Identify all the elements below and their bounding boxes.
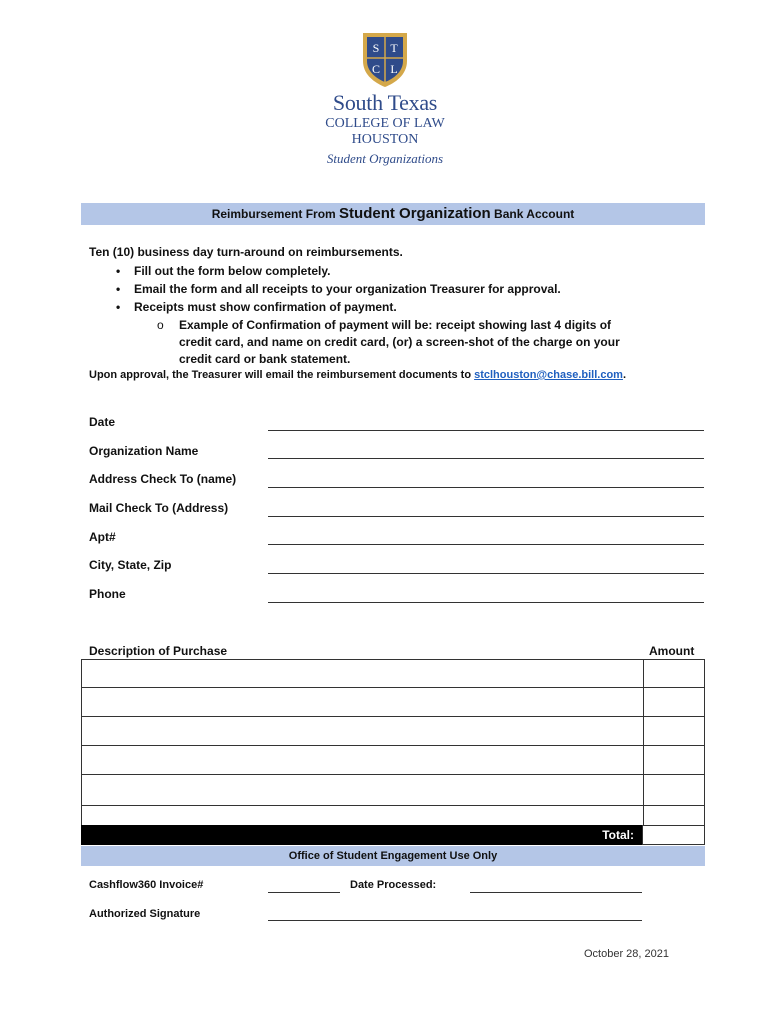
apt-label: Apt# — [89, 530, 116, 544]
intro-text: Ten (10) business day turn-around on reimbursements. — [89, 245, 403, 259]
invoice-field[interactable] — [268, 892, 340, 893]
purchase-description-cell[interactable] — [82, 746, 644, 774]
sub-instruction-text: Example of Confirmation of payment will be: receipt showing last 4 digits of credit card, and name on credit card, (or) a screen-shot of the charge on your credit card or bank statement. — [179, 318, 620, 366]
description-header: Description of Purchase — [89, 644, 228, 658]
amount-header: Amount — [649, 644, 695, 658]
approval-note — [89, 369, 626, 381]
shield-letter-l: L — [390, 62, 398, 76]
purchase-description-cell[interactable] — [82, 806, 644, 825]
logo-line-4: Student Organizations — [326, 151, 444, 166]
purchase-row[interactable] — [81, 659, 705, 688]
address-check-to-field[interactable] — [268, 487, 704, 488]
title-prefix: Reimbursement From — [211, 207, 340, 221]
sub-instruction — [157, 317, 639, 368]
logo-line-3: HOUSTON — [351, 132, 419, 147]
shield-letter-t: T — [390, 41, 398, 55]
purchase-description-cell[interactable] — [82, 775, 644, 805]
office-use-header: Office of Student Engagement Use Only — [81, 846, 705, 866]
form-title — [81, 203, 705, 225]
title-emphasis: Student Organization — [339, 205, 491, 222]
mail-check-to-label: Mail Check To (Address) — [89, 501, 229, 515]
instruction-item: • Fill out the form below completely. — [134, 262, 561, 280]
authorized-signature-field[interactable] — [268, 920, 642, 921]
stcl-logo — [0, 0, 770, 180]
treasurer-email-link[interactable]: stclhouston@chase.bill.com — [474, 369, 623, 381]
logo-line-1: South Texas — [332, 90, 438, 115]
organization-name-field[interactable] — [268, 458, 704, 459]
purchase-row[interactable] — [81, 805, 705, 826]
purchase-row[interactable] — [81, 716, 705, 746]
date-processed-label: Date Processed: — [350, 879, 437, 891]
total-amount-field[interactable] — [642, 825, 705, 845]
approval-end: . — [622, 369, 627, 381]
phone-label: Phone — [89, 587, 126, 601]
shield-letter-c: C — [371, 62, 381, 76]
purchase-row[interactable] — [81, 774, 705, 806]
date-processed-field[interactable] — [470, 892, 642, 893]
footer-date: October 28, 2021 — [584, 948, 670, 960]
purchase-row[interactable] — [81, 745, 705, 775]
phone-field[interactable] — [268, 602, 704, 603]
title-suffix: Bank Account — [490, 207, 575, 221]
instruction-list — [134, 262, 561, 316]
logo-line-2: COLLEGE OF LAW — [325, 116, 445, 131]
apt-field[interactable] — [268, 544, 704, 545]
purchase-row[interactable] — [81, 687, 705, 717]
authorized-signature-label: Authorized Signature — [89, 908, 201, 920]
sub-bullet-marker: o — [157, 318, 164, 332]
city-state-zip-field[interactable] — [268, 573, 704, 574]
city-state-zip-label: City, State, Zip — [89, 558, 172, 572]
organization-name-label: Organization Name — [89, 444, 199, 458]
mail-check-to-field[interactable] — [268, 516, 704, 517]
approval-text: Upon approval, the Treasurer will email the reimbursement documents to — [89, 369, 475, 381]
total-label: Total: — [81, 825, 642, 845]
date-label: Date — [89, 415, 116, 429]
address-check-to-label: Address Check To (name) — [89, 472, 237, 486]
purchase-description-cell[interactable] — [82, 688, 644, 716]
shield-emblem-icon — [361, 31, 409, 89]
date-field[interactable] — [268, 430, 704, 431]
shield-letter-s: S — [372, 41, 380, 55]
purchase-description-cell[interactable] — [82, 717, 644, 745]
instruction-item: • Email the form and all receipts to your organization Treasurer for approval. — [134, 280, 561, 298]
purchase-description-cell[interactable] — [82, 660, 644, 687]
invoice-label: Cashflow360 Invoice# — [89, 879, 204, 891]
instruction-item: • Receipts must show confirmation of payment. — [134, 298, 561, 316]
